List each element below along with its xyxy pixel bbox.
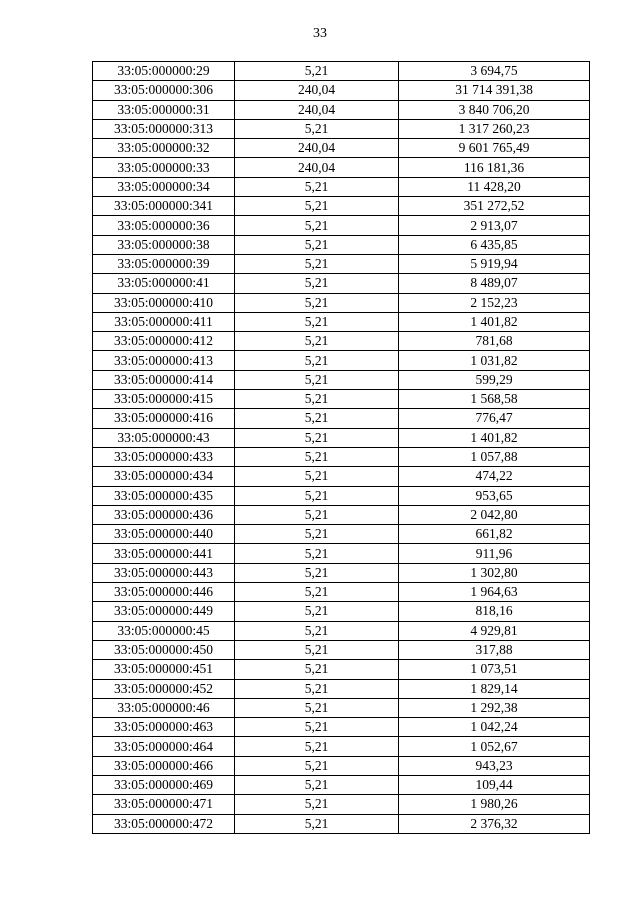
table-row bbox=[93, 216, 590, 235]
cadastral-number-cell: 33:05:000000:29 bbox=[93, 62, 235, 81]
amount-cell: 818,16 bbox=[399, 602, 590, 621]
cadastral-table bbox=[92, 61, 590, 834]
rate-cell: 5,21 bbox=[235, 795, 399, 814]
rate-cell: 5,21 bbox=[235, 62, 399, 81]
amount-cell: 9 601 765,49 bbox=[399, 139, 590, 158]
amount-cell: 31 714 391,38 bbox=[399, 81, 590, 100]
table-body bbox=[93, 62, 590, 834]
amount-cell: 351 272,52 bbox=[399, 197, 590, 216]
table-row bbox=[93, 409, 590, 428]
cadastral-number-cell: 33:05:000000:464 bbox=[93, 737, 235, 756]
cadastral-number-cell: 33:05:000000:450 bbox=[93, 640, 235, 659]
amount-cell: 2 152,23 bbox=[399, 293, 590, 312]
cadastral-number-cell: 33:05:000000:472 bbox=[93, 814, 235, 833]
cadastral-number-cell: 33:05:000000:440 bbox=[93, 525, 235, 544]
amount-cell: 1 031,82 bbox=[399, 351, 590, 370]
amount-cell: 1 042,24 bbox=[399, 718, 590, 737]
rate-cell: 5,21 bbox=[235, 698, 399, 717]
amount-cell: 474,22 bbox=[399, 467, 590, 486]
cadastral-number-cell: 33:05:000000:451 bbox=[93, 660, 235, 679]
table-row bbox=[93, 254, 590, 273]
rate-cell: 5,21 bbox=[235, 525, 399, 544]
rate-cell: 5,21 bbox=[235, 602, 399, 621]
rate-cell: 5,21 bbox=[235, 390, 399, 409]
table-row bbox=[93, 505, 590, 524]
rate-cell: 5,21 bbox=[235, 660, 399, 679]
cadastral-number-cell: 33:05:000000:415 bbox=[93, 390, 235, 409]
amount-cell: 1 401,82 bbox=[399, 428, 590, 447]
rate-cell: 5,21 bbox=[235, 177, 399, 196]
table-row bbox=[93, 525, 590, 544]
rate-cell: 5,21 bbox=[235, 505, 399, 524]
table-row bbox=[93, 62, 590, 81]
amount-cell: 5 919,94 bbox=[399, 254, 590, 273]
rate-cell: 5,21 bbox=[235, 370, 399, 389]
table-row bbox=[93, 158, 590, 177]
rate-cell: 5,21 bbox=[235, 293, 399, 312]
cadastral-number-cell: 33:05:000000:433 bbox=[93, 447, 235, 466]
table-row bbox=[93, 640, 590, 659]
rate-cell: 240,04 bbox=[235, 158, 399, 177]
table-row bbox=[93, 447, 590, 466]
table-row bbox=[93, 274, 590, 293]
amount-cell: 6 435,85 bbox=[399, 235, 590, 254]
rate-cell: 5,21 bbox=[235, 312, 399, 331]
rate-cell: 5,21 bbox=[235, 274, 399, 293]
amount-cell: 953,65 bbox=[399, 486, 590, 505]
table-row bbox=[93, 486, 590, 505]
cadastral-number-cell: 33:05:000000:31 bbox=[93, 100, 235, 119]
cadastral-number-cell: 33:05:000000:341 bbox=[93, 197, 235, 216]
rate-cell: 240,04 bbox=[235, 139, 399, 158]
table-row bbox=[93, 795, 590, 814]
amount-cell: 776,47 bbox=[399, 409, 590, 428]
table-row bbox=[93, 390, 590, 409]
cadastral-number-cell: 33:05:000000:414 bbox=[93, 370, 235, 389]
cadastral-number-cell: 33:05:000000:463 bbox=[93, 718, 235, 737]
table-row bbox=[93, 139, 590, 158]
rate-cell: 5,21 bbox=[235, 428, 399, 447]
amount-cell: 1 073,51 bbox=[399, 660, 590, 679]
amount-cell: 1 317 260,23 bbox=[399, 119, 590, 138]
table-row bbox=[93, 583, 590, 602]
table-row bbox=[93, 679, 590, 698]
table-row bbox=[93, 602, 590, 621]
amount-cell: 116 181,36 bbox=[399, 158, 590, 177]
amount-cell: 1 401,82 bbox=[399, 312, 590, 331]
cadastral-number-cell: 33:05:000000:412 bbox=[93, 332, 235, 351]
table-row bbox=[93, 428, 590, 447]
amount-cell: 8 489,07 bbox=[399, 274, 590, 293]
table-row bbox=[93, 351, 590, 370]
rate-cell: 5,21 bbox=[235, 583, 399, 602]
cadastral-number-cell: 33:05:000000:38 bbox=[93, 235, 235, 254]
cadastral-number-cell: 33:05:000000:32 bbox=[93, 139, 235, 158]
cadastral-number-cell: 33:05:000000:449 bbox=[93, 602, 235, 621]
table-row bbox=[93, 737, 590, 756]
table-row bbox=[93, 563, 590, 582]
amount-cell: 1 829,14 bbox=[399, 679, 590, 698]
rate-cell: 5,21 bbox=[235, 737, 399, 756]
rate-cell: 5,21 bbox=[235, 332, 399, 351]
amount-cell: 599,29 bbox=[399, 370, 590, 389]
rate-cell: 5,21 bbox=[235, 235, 399, 254]
cadastral-number-cell: 33:05:000000:466 bbox=[93, 756, 235, 775]
cadastral-number-cell: 33:05:000000:435 bbox=[93, 486, 235, 505]
amount-cell: 1 292,38 bbox=[399, 698, 590, 717]
table-row bbox=[93, 660, 590, 679]
rate-cell: 5,21 bbox=[235, 621, 399, 640]
cadastral-number-cell: 33:05:000000:45 bbox=[93, 621, 235, 640]
cadastral-number-cell: 33:05:000000:306 bbox=[93, 81, 235, 100]
rate-cell: 240,04 bbox=[235, 100, 399, 119]
table-row bbox=[93, 756, 590, 775]
table-row bbox=[93, 197, 590, 216]
cadastral-number-cell: 33:05:000000:471 bbox=[93, 795, 235, 814]
cadastral-number-cell: 33:05:000000:446 bbox=[93, 583, 235, 602]
rate-cell: 5,21 bbox=[235, 467, 399, 486]
amount-cell: 4 929,81 bbox=[399, 621, 590, 640]
cadastral-number-cell: 33:05:000000:436 bbox=[93, 505, 235, 524]
amount-cell: 2 376,32 bbox=[399, 814, 590, 833]
amount-cell: 317,88 bbox=[399, 640, 590, 659]
cadastral-number-cell: 33:05:000000:39 bbox=[93, 254, 235, 273]
table-row bbox=[93, 621, 590, 640]
table-row bbox=[93, 814, 590, 833]
table-row bbox=[93, 81, 590, 100]
cadastral-number-cell: 33:05:000000:46 bbox=[93, 698, 235, 717]
amount-cell: 2 913,07 bbox=[399, 216, 590, 235]
amount-cell: 1 964,63 bbox=[399, 583, 590, 602]
table-row bbox=[93, 467, 590, 486]
table-row bbox=[93, 177, 590, 196]
rate-cell: 5,21 bbox=[235, 814, 399, 833]
rate-cell: 5,21 bbox=[235, 640, 399, 659]
table-row bbox=[93, 235, 590, 254]
table-row bbox=[93, 370, 590, 389]
cadastral-number-cell: 33:05:000000:34 bbox=[93, 177, 235, 196]
rate-cell: 5,21 bbox=[235, 351, 399, 370]
cadastral-number-cell: 33:05:000000:434 bbox=[93, 467, 235, 486]
cadastral-number-cell: 33:05:000000:41 bbox=[93, 274, 235, 293]
rate-cell: 240,04 bbox=[235, 81, 399, 100]
table-row bbox=[93, 332, 590, 351]
rate-cell: 5,21 bbox=[235, 544, 399, 563]
table-row bbox=[93, 100, 590, 119]
rate-cell: 5,21 bbox=[235, 679, 399, 698]
table-row bbox=[93, 775, 590, 794]
rate-cell: 5,21 bbox=[235, 409, 399, 428]
table-row bbox=[93, 698, 590, 717]
amount-cell: 943,23 bbox=[399, 756, 590, 775]
amount-cell: 2 042,80 bbox=[399, 505, 590, 524]
amount-cell: 3 840 706,20 bbox=[399, 100, 590, 119]
amount-cell: 661,82 bbox=[399, 525, 590, 544]
cadastral-number-cell: 33:05:000000:416 bbox=[93, 409, 235, 428]
cadastral-number-cell: 33:05:000000:313 bbox=[93, 119, 235, 138]
cadastral-number-cell: 33:05:000000:469 bbox=[93, 775, 235, 794]
cadastral-number-cell: 33:05:000000:43 bbox=[93, 428, 235, 447]
cadastral-number-cell: 33:05:000000:36 bbox=[93, 216, 235, 235]
rate-cell: 5,21 bbox=[235, 756, 399, 775]
table-row bbox=[93, 119, 590, 138]
amount-cell: 1 302,80 bbox=[399, 563, 590, 582]
amount-cell: 11 428,20 bbox=[399, 177, 590, 196]
rate-cell: 5,21 bbox=[235, 447, 399, 466]
amount-cell: 1 057,88 bbox=[399, 447, 590, 466]
rate-cell: 5,21 bbox=[235, 254, 399, 273]
rate-cell: 5,21 bbox=[235, 563, 399, 582]
rate-cell: 5,21 bbox=[235, 486, 399, 505]
amount-cell: 3 694,75 bbox=[399, 62, 590, 81]
amount-cell: 1 568,58 bbox=[399, 390, 590, 409]
rate-cell: 5,21 bbox=[235, 775, 399, 794]
table-row bbox=[93, 312, 590, 331]
amount-cell: 911,96 bbox=[399, 544, 590, 563]
rate-cell: 5,21 bbox=[235, 119, 399, 138]
amount-cell: 1 980,26 bbox=[399, 795, 590, 814]
rate-cell: 5,21 bbox=[235, 197, 399, 216]
cadastral-number-cell: 33:05:000000:33 bbox=[93, 158, 235, 177]
rate-cell: 5,21 bbox=[235, 216, 399, 235]
page-number: 33 bbox=[313, 26, 327, 41]
cadastral-number-cell: 33:05:000000:411 bbox=[93, 312, 235, 331]
table-row bbox=[93, 544, 590, 563]
table-row bbox=[93, 718, 590, 737]
cadastral-number-cell: 33:05:000000:443 bbox=[93, 563, 235, 582]
amount-cell: 1 052,67 bbox=[399, 737, 590, 756]
cadastral-number-cell: 33:05:000000:410 bbox=[93, 293, 235, 312]
rate-cell: 5,21 bbox=[235, 718, 399, 737]
amount-cell: 781,68 bbox=[399, 332, 590, 351]
table-row bbox=[93, 293, 590, 312]
cadastral-number-cell: 33:05:000000:452 bbox=[93, 679, 235, 698]
cadastral-number-cell: 33:05:000000:441 bbox=[93, 544, 235, 563]
cadastral-number-cell: 33:05:000000:413 bbox=[93, 351, 235, 370]
amount-cell: 109,44 bbox=[399, 775, 590, 794]
